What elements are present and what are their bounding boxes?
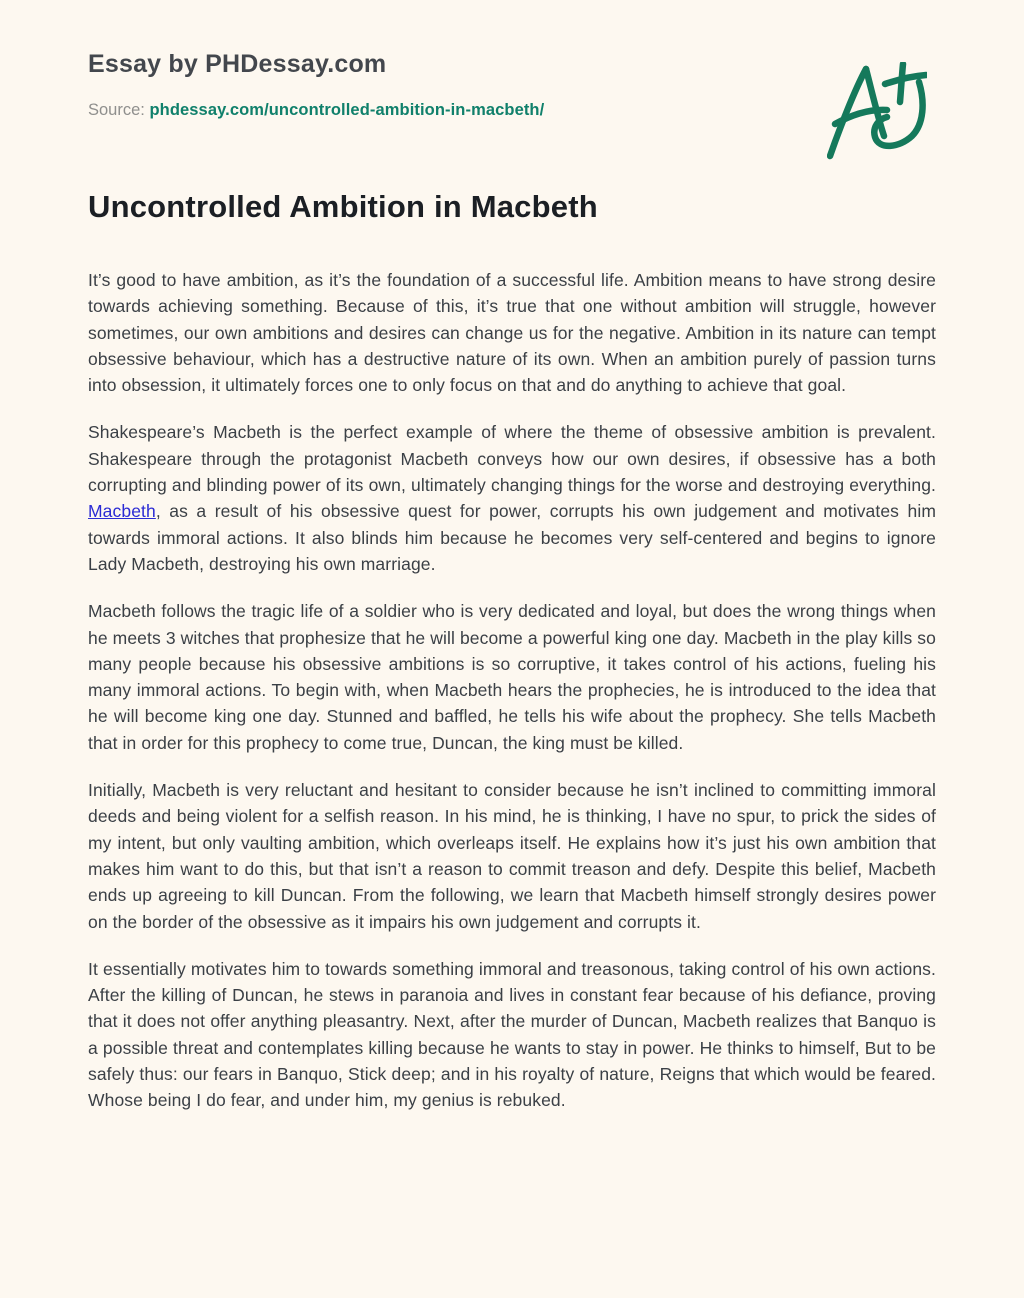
paragraph-2 [88,419,936,577]
source-label: Source: [88,101,145,119]
page-title: Essay by PHDessay.com [88,50,387,78]
paragraph-4: Initially, Macbeth is very reluctant and hesitant to consider because he isn’t inclined to committing immoral deeds and being violent for a selfish reason. In his mind, he is thinking, I have no spur, to prick the sides of my intent, but only vaulting ambition, which overleaps itself. He explains how it’s just his own ambition that makes him want to do this, but that isn’t a reason to commit treason and defy. Despite this belief, Macbeth ends up agreeing to kill Duncan. From the following, we learn that Macbeth himself strongly desires power on the border of the obsessive as it impairs his own judgement and corrupts it. [88,780,936,932]
phdessay-a-plus-logo-icon [827,62,927,162]
macbeth-link[interactable]: Macbeth [88,501,156,522]
page-header [88,49,936,120]
paragraph-1: It’s good to have ambition, as it’s the foundation of a successful life. Ambition means to have strong desire towards achieving something. Because of this, it’s true that one without ambition will struggle, however sometimes, our own ambitions and desires can change us for the negative. Ambition in its nature can tempt obsessive behaviour, which has a destructive nature of its own. When an ambition purely of passion turns into obsession, it ultimately forces one to only focus on that and do anything to achieve that goal. [88,270,936,396]
source-url-link[interactable]: phdessay.com/uncontrolled-ambition-in-macbeth/ [149,101,545,119]
paragraph-5: It essentially motivates him to towards something immoral and treasonous, taking control of his own actions. After the killing of Duncan, he stews in paranoia and lives in constant fear because of his defiance, proving that it does not offer anything pleasantry. Next, after the murder of Duncan, Macbeth realizes that Banquo is a possible threat and contemplates killing because he wants to stay in power. He thinks to himself, But to be safely thus: our fears in Banquo, Stick deep; and in his royalty of nature, Reigns that which would be feared. Whose being I do fear, and under him, my genius is rebuked. [88,958,936,1111]
source-line [88,101,936,120]
paragraph-2-before-link: Shakespeare’s Macbeth is the perfect example of where the theme of obsessive ambition is prevalent. Shakespeare through the protagonist Macbeth conveys how our own desires, if obsessive has a both corrupting and blinding power of its own, ultimately changing things for the worse and destroying everything. [88,422,936,496]
paragraph-2-after-link: , as a result of his obsessive quest for power, corrupts his own judgement and motivates him towards immoral actions. It also blinds him because he becomes very self-centered and begins to ignore Lady Macbeth, destroying his own marriage. [88,501,936,574]
article-title: Uncontrolled Ambition in Macbeth [88,189,598,224]
paragraph-3: Macbeth follows the tragic life of a soldier who is very dedicated and loyal, but does the wrong things when he meets 3 witches that prophesize that he will become a powerful king one day. Macbeth in the play kills so many people because his obsessive ambitions is so corruptive, it takes control of his actions, fueling his many immoral actions. To begin with, when Macbeth hears the prophecies, he is introduced to the idea that he will become king one day. Stunned and baffled, he tells his wife about the prophecy. She tells Macbeth that in order for this prophecy to come true, Duncan, the king must be killed. [88,601,936,753]
article-body [88,267,936,1114]
